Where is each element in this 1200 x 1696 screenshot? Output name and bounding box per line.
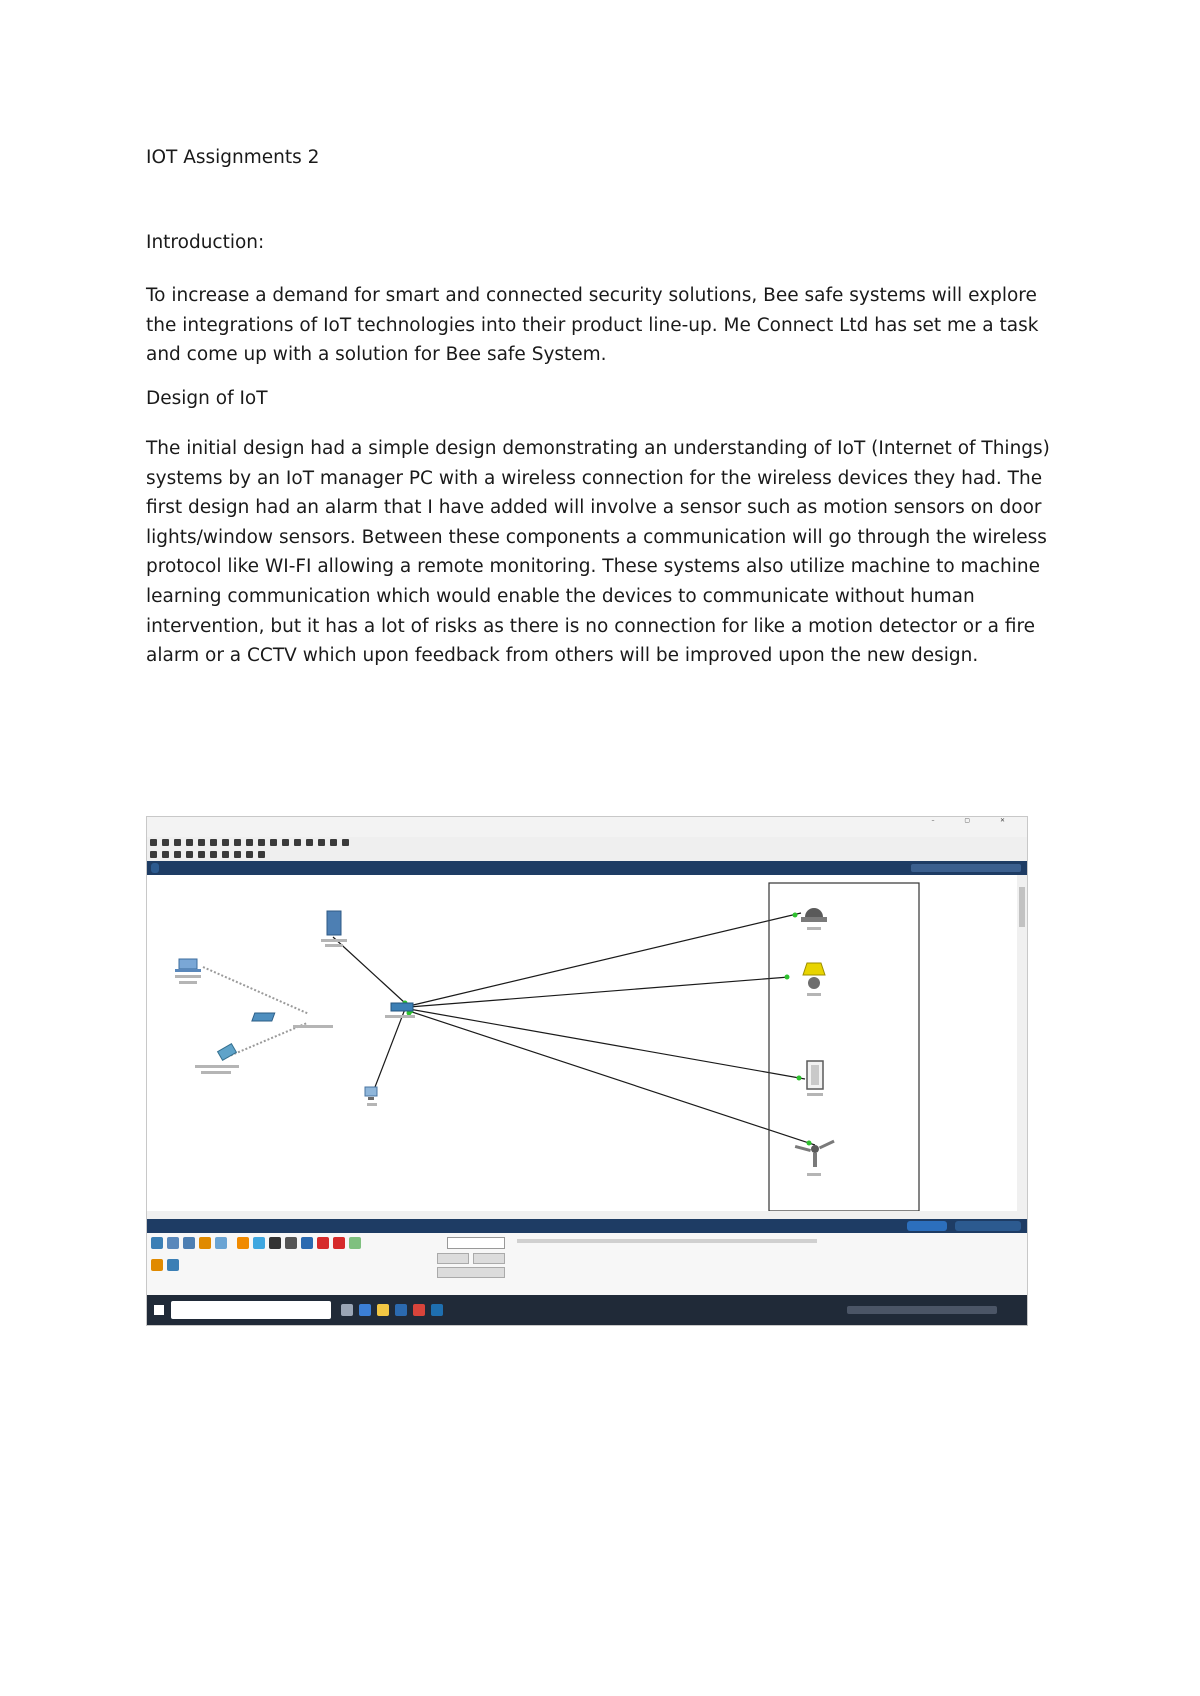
ellipse-icon — [222, 851, 229, 858]
tab-physical — [195, 863, 203, 873]
tab-logical — [151, 863, 159, 873]
drawing-palette-icon — [306, 839, 313, 846]
link-switch-pc — [375, 1009, 405, 1087]
redo-icon — [258, 839, 265, 846]
lamp-icon — [803, 963, 825, 996]
window-controls: – ▢ ✕ — [931, 817, 1019, 824]
app-titlebar — [147, 817, 1027, 827]
pdu-list-header — [517, 1239, 817, 1243]
auto-cable-icon — [237, 1237, 249, 1249]
iot-zone-rectangle — [769, 883, 919, 1211]
lightning-icon — [151, 1259, 163, 1271]
custom-device-icon — [318, 839, 325, 846]
task-view-icon — [341, 1304, 353, 1316]
introduction-text: To increase a demand for smart and connected security solutions, Bee safe systems will explore the integrations of IoT technologies into their product line-up. Me Connect Ltd has set me a task and come up with a solution for Bee safe System. — [146, 285, 1039, 366]
door-icon — [807, 1061, 823, 1096]
wireless-link-laptop — [203, 967, 309, 1014]
new-button — [437, 1253, 469, 1264]
misc-icon — [215, 1237, 227, 1249]
inspect-icon — [162, 851, 169, 858]
open-file-icon — [162, 839, 169, 846]
simulation-button — [955, 1221, 1021, 1231]
link-switch-door — [409, 1009, 805, 1079]
store-icon — [395, 1304, 407, 1316]
app-menubar — [147, 827, 1027, 837]
rectangle-icon — [210, 851, 217, 858]
horizontal-scrollbar — [147, 1211, 1027, 1219]
siren-icon — [801, 908, 827, 930]
design-text: The initial design had a simple design demonstrating an understanding of IoT (Internet of Things) systems by an IoT manager PC with a wireless connection for the wireless devices they had. The first design had an alarm that I have added will involve a sensor such as motion sensors on door lights/window sensors. Between these components a communication will go through the wireless protocol like WI-FI allowing a remote monitoring. These systems also utilize machine to machine learning communication which would enable the devices to communicate without human intervention, but it has a lot of risks as there is no connection for like a motion detector or a fire alarm or a CCTV which upon feedback from others will be improved upon the new design. — [146, 438, 1050, 667]
end-devices-icon — [167, 1237, 179, 1249]
vertical-scrollbar — [1017, 875, 1027, 1211]
edge-icon — [359, 1304, 371, 1316]
link-switch-fan — [409, 1011, 815, 1145]
switch-icon — [385, 1003, 415, 1018]
serial-cable-dte-icon — [333, 1237, 345, 1249]
introduction-heading: Introduction: — [146, 232, 265, 253]
design-heading: Design of IoT — [146, 388, 268, 409]
ipc-icon — [342, 839, 349, 846]
wireless-router-icon — [252, 1013, 333, 1028]
device-palette — [147, 1233, 1027, 1295]
add-pdu-icon — [246, 851, 253, 858]
zoom-reset-icon — [282, 839, 289, 846]
straight-cable-icon — [269, 1237, 281, 1249]
serial-cable-icon — [317, 1237, 329, 1249]
new-file-icon — [150, 839, 157, 846]
edit-toolbar — [147, 849, 1027, 861]
file-explorer-icon — [377, 1304, 389, 1316]
print-icon — [186, 839, 193, 846]
wizard-icon — [198, 839, 205, 846]
note-icon — [198, 851, 205, 858]
select-icon — [150, 851, 157, 858]
system-tray — [847, 1306, 997, 1314]
scenario-select — [447, 1237, 505, 1249]
network-devices-icon — [151, 1237, 163, 1249]
fiber-cable-icon — [301, 1237, 313, 1249]
introduction-paragraph — [146, 281, 1066, 370]
move-layout-icon — [174, 851, 181, 858]
zoom-out-icon — [294, 839, 301, 846]
copy-icon — [222, 839, 229, 846]
workspace-ribbon — [147, 861, 1027, 875]
undo-icon — [246, 839, 253, 846]
ceiling-fan-icon — [795, 1140, 835, 1176]
ribbon-status — [911, 864, 1021, 872]
time-bar — [147, 1219, 1027, 1233]
realtime-button — [907, 1221, 947, 1231]
pc-icon — [365, 1087, 377, 1106]
main-toolbar — [147, 837, 1027, 849]
network-info-icon — [210, 839, 217, 846]
freeform-icon — [234, 851, 241, 858]
crossover-cable-icon — [285, 1237, 297, 1249]
zoom-in-icon — [270, 839, 277, 846]
grid-icon — [167, 1259, 179, 1271]
console-cable-icon — [253, 1237, 265, 1249]
packet-tracer-screenshot — [146, 816, 1028, 1326]
windows-start-icon — [154, 1305, 164, 1315]
add-complex-pdu-icon — [258, 851, 265, 858]
delete-icon — [186, 851, 193, 858]
usb-cable-icon — [349, 1237, 361, 1249]
design-paragraph — [146, 434, 1066, 671]
toggle-pdu-list-button — [437, 1267, 505, 1278]
save-icon — [174, 839, 181, 846]
tablet-icon — [195, 1044, 239, 1074]
delete-button — [473, 1253, 505, 1264]
packet-tracer-icon — [431, 1304, 443, 1316]
windows-taskbar — [147, 1295, 1027, 1325]
document-title: IOT Assignments 2 — [146, 147, 320, 168]
laptop-icon — [175, 959, 201, 984]
mail-icon — [413, 1304, 425, 1316]
server-icon — [321, 911, 347, 947]
connections-icon — [199, 1237, 211, 1249]
link-server-switch — [333, 937, 405, 1003]
wireless-link-tablet — [227, 1023, 307, 1057]
paste-icon — [234, 839, 241, 846]
viewport-icon — [330, 839, 337, 846]
components-icon — [183, 1237, 195, 1249]
network-canvas — [147, 875, 1017, 1211]
taskbar-search — [171, 1301, 331, 1319]
